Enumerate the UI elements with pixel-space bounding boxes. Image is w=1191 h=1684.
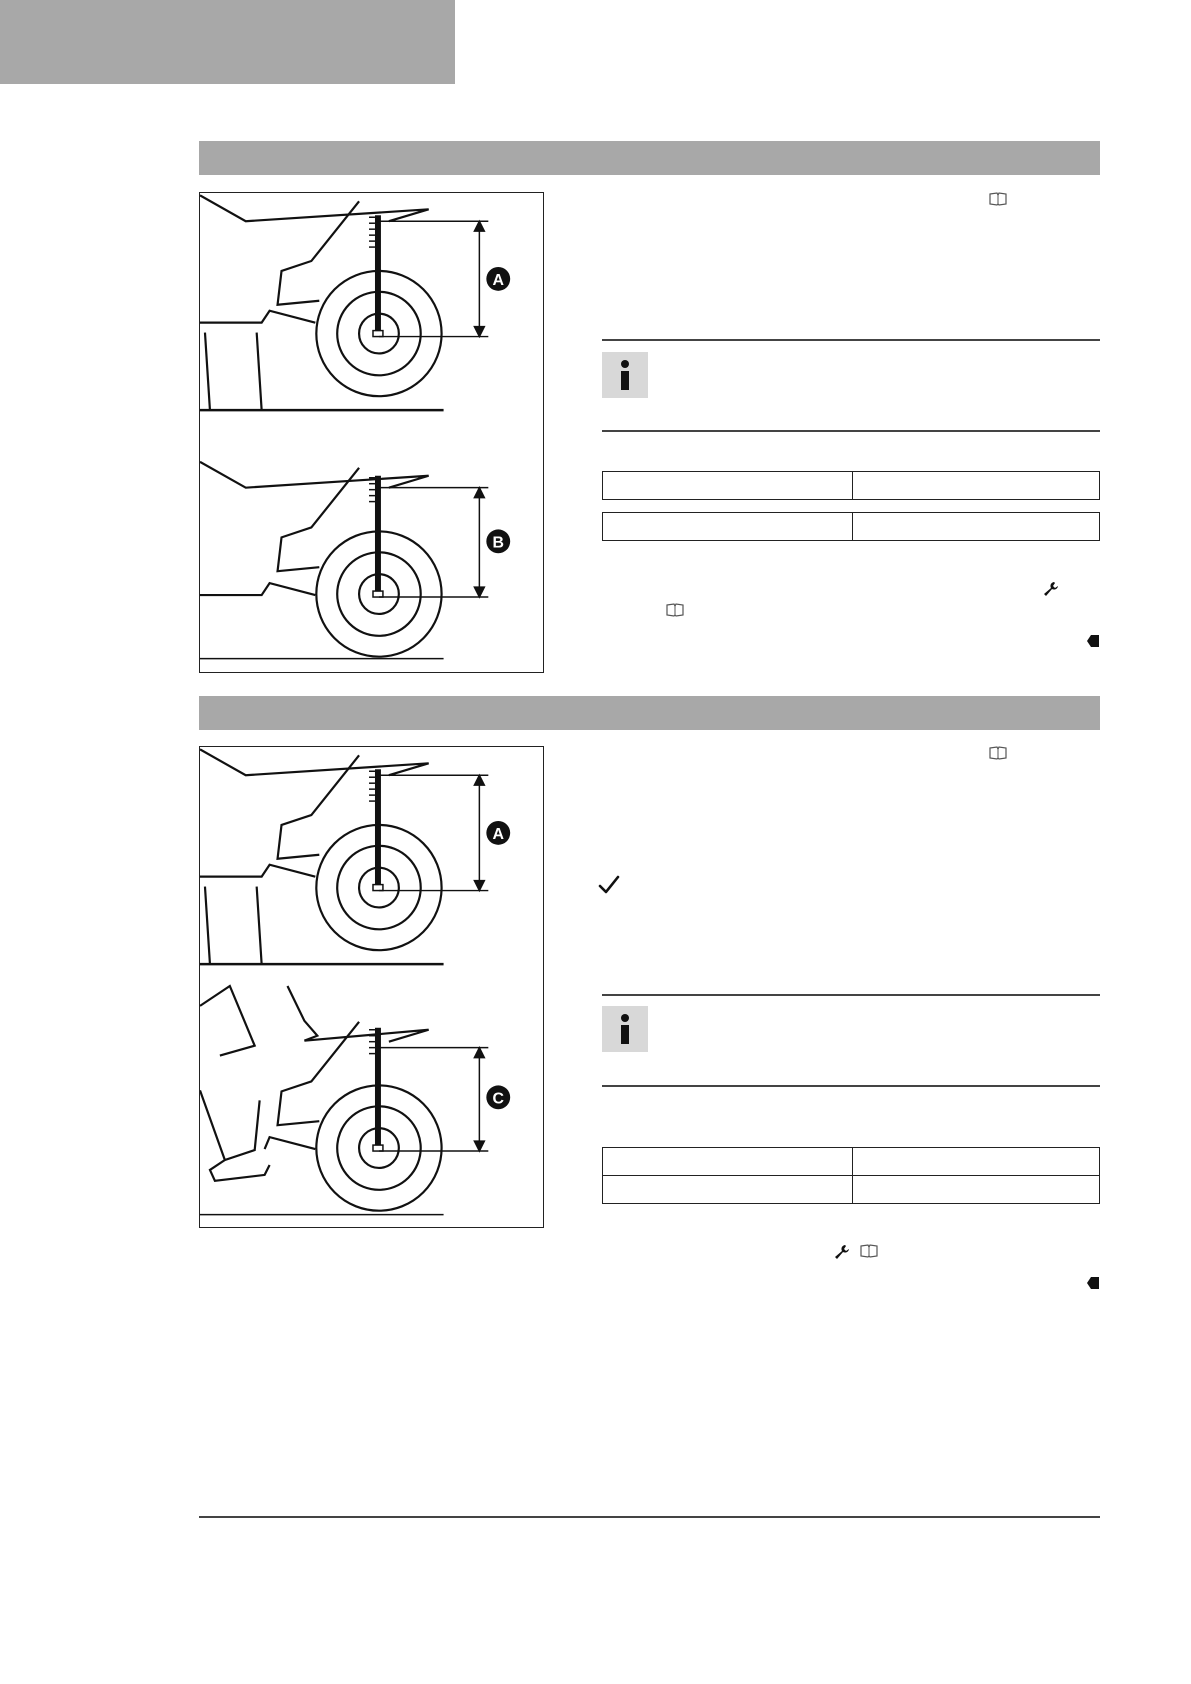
callout-c-fig2 xyxy=(486,1085,510,1109)
info-rule-bottom xyxy=(602,1085,1100,1087)
info-rule-bottom xyxy=(602,430,1100,432)
suspension-figure-1 xyxy=(199,192,544,673)
spec-table-row xyxy=(602,1175,1100,1204)
motorcycle-rear-drawing-top xyxy=(200,195,444,410)
book-icon xyxy=(989,746,1007,760)
wrench-icon xyxy=(834,1244,850,1260)
info-rule-top xyxy=(602,994,1100,996)
dimension-arrow-a-bottom xyxy=(379,775,488,890)
rider-leg-drawing xyxy=(200,986,317,1181)
book-icon xyxy=(860,1244,878,1258)
wrench-icon xyxy=(1043,581,1059,597)
callout-a-fig1 xyxy=(486,267,510,291)
spec-table-row xyxy=(602,512,1100,541)
end-marker-icon xyxy=(1087,1277,1099,1289)
spec-label-cell xyxy=(603,513,853,540)
chapter-tab xyxy=(0,0,455,84)
motorcycle-rear-drawing-top xyxy=(200,749,444,964)
measuring-scale-bottom xyxy=(369,476,383,597)
spec-label-cell xyxy=(603,472,853,499)
spec-value-cell xyxy=(853,1176,1099,1203)
measuring-scale-bottom xyxy=(369,1028,383,1151)
svg-text:C: C xyxy=(492,1090,505,1108)
section-heading-bar xyxy=(199,141,1100,175)
callout-a-fig2 xyxy=(486,821,510,845)
book-icon xyxy=(666,603,684,617)
dimension-arrow-b xyxy=(379,488,488,597)
checkmark-icon xyxy=(598,874,620,896)
section-heading-bar xyxy=(199,696,1100,730)
spec-label-cell xyxy=(603,1176,853,1203)
spec-table-row xyxy=(602,1147,1100,1176)
measuring-scale-top xyxy=(369,215,383,336)
spec-label-cell xyxy=(603,1148,853,1175)
measuring-scale-top xyxy=(369,769,383,890)
dimension-arrow-a-top xyxy=(379,221,488,336)
book-icon xyxy=(989,192,1007,206)
spec-value-cell xyxy=(853,513,1099,540)
svg-text:B: B xyxy=(492,534,505,552)
suspension-figure-2 xyxy=(199,746,544,1228)
end-marker-icon xyxy=(1087,635,1099,647)
callout-b-fig1 xyxy=(486,529,510,553)
spec-table-row xyxy=(602,471,1100,500)
svg-text:A: A xyxy=(492,825,505,843)
info-icon xyxy=(602,352,648,398)
spec-value-cell xyxy=(853,472,1099,499)
svg-text:A: A xyxy=(492,271,505,289)
spec-value-cell xyxy=(853,1148,1099,1175)
footer-rule xyxy=(199,1516,1100,1518)
info-icon xyxy=(602,1006,648,1052)
info-rule-top xyxy=(602,339,1100,341)
motorcycle-rear-drawing-bottom xyxy=(200,462,444,659)
